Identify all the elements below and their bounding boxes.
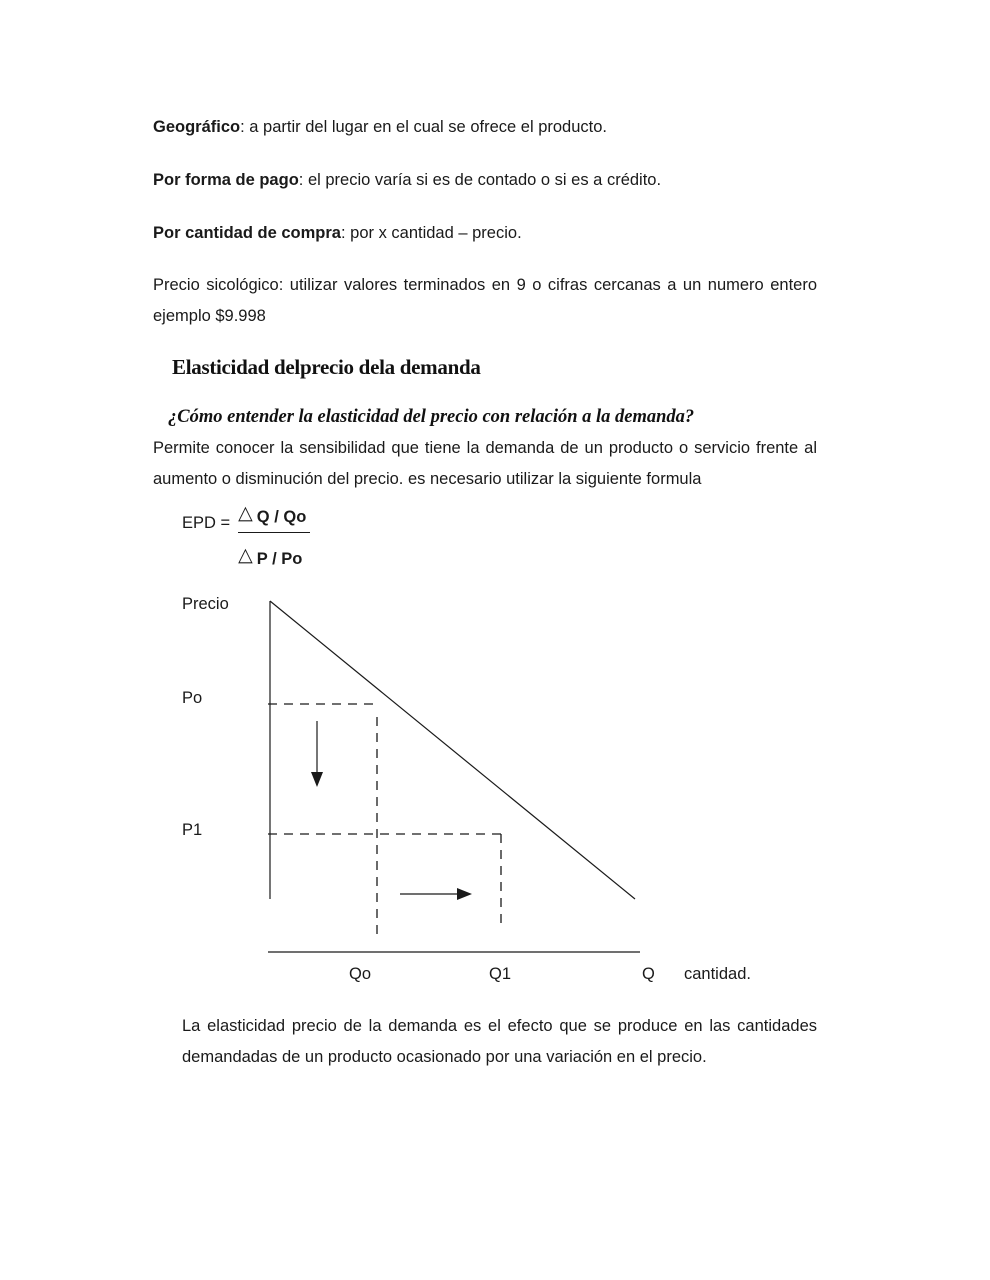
formula-numerator: [238, 505, 310, 533]
intro-paragraph: Permite conocer la sensibilidad que tiene la demanda de un producto o servicio frente al aumento o disminución del precio. es necesario utilizar la siguiente formula: [153, 439, 817, 488]
closing-paragraph: La elasticidad precio de la demanda es el efecto que se produce en las cantidades demandadas de un producto ocasionado por una variación en el precio.: [182, 1017, 817, 1066]
formula-fraction: [238, 505, 310, 570]
formula-denominator: [238, 533, 310, 570]
demand-curve-line: [270, 601, 635, 899]
forma-de-pago-paragraph: [153, 165, 817, 196]
price-axis-label: Precio: [182, 595, 229, 613]
quantity-axis-label: cantidad.: [684, 965, 751, 983]
section-heading: Elasticidad delprecio dela demanda: [172, 355, 481, 379]
elasticity-formula: [182, 505, 817, 570]
p1-label: P1: [182, 821, 203, 839]
delta-icon: △: [238, 503, 253, 524]
qo-label: Qo: [349, 965, 372, 983]
section-subheading: ¿Cómo entender la elasticidad del precio con relación a la demanda?: [168, 407, 695, 427]
q-label: Q: [642, 965, 655, 983]
quantity-increase-arrowhead-icon: [457, 888, 472, 900]
geografico-text: : a partir del lugar en el cual se ofrece el producto.: [240, 118, 607, 136]
q1-label: Q1: [489, 965, 512, 983]
delta-icon: △: [238, 545, 253, 566]
denominator-text: P / Po: [256, 550, 303, 568]
numerator-text: Q / Qo: [256, 508, 307, 526]
forma-de-pago-text: : el precio varía si es de contado o si es a crédito.: [298, 171, 662, 189]
cantidad-compra-text: : por x cantidad – precio.: [340, 224, 522, 242]
geografico-paragraph: [153, 112, 817, 143]
price-decrease-arrowhead-icon: [311, 772, 323, 787]
geografico-label: Geográfico: [153, 118, 241, 136]
forma-de-pago-label: Por forma de pago: [153, 171, 299, 189]
page-content: [153, 112, 817, 1073]
formula-lhs: EPD =: [182, 514, 231, 532]
cantidad-compra-paragraph: [153, 218, 817, 249]
demand-curve-diagram: [153, 589, 817, 994]
diagram-canvas: [153, 589, 817, 994]
precio-sicologico-paragraph: Precio sicológico: utilizar valores terminados en 9 o cifras cercanas a un numero entero ejemplo $9.998: [153, 276, 817, 325]
cantidad-compra-label: Por cantidad de compra: [153, 224, 341, 242]
po-label: Po: [182, 689, 203, 707]
